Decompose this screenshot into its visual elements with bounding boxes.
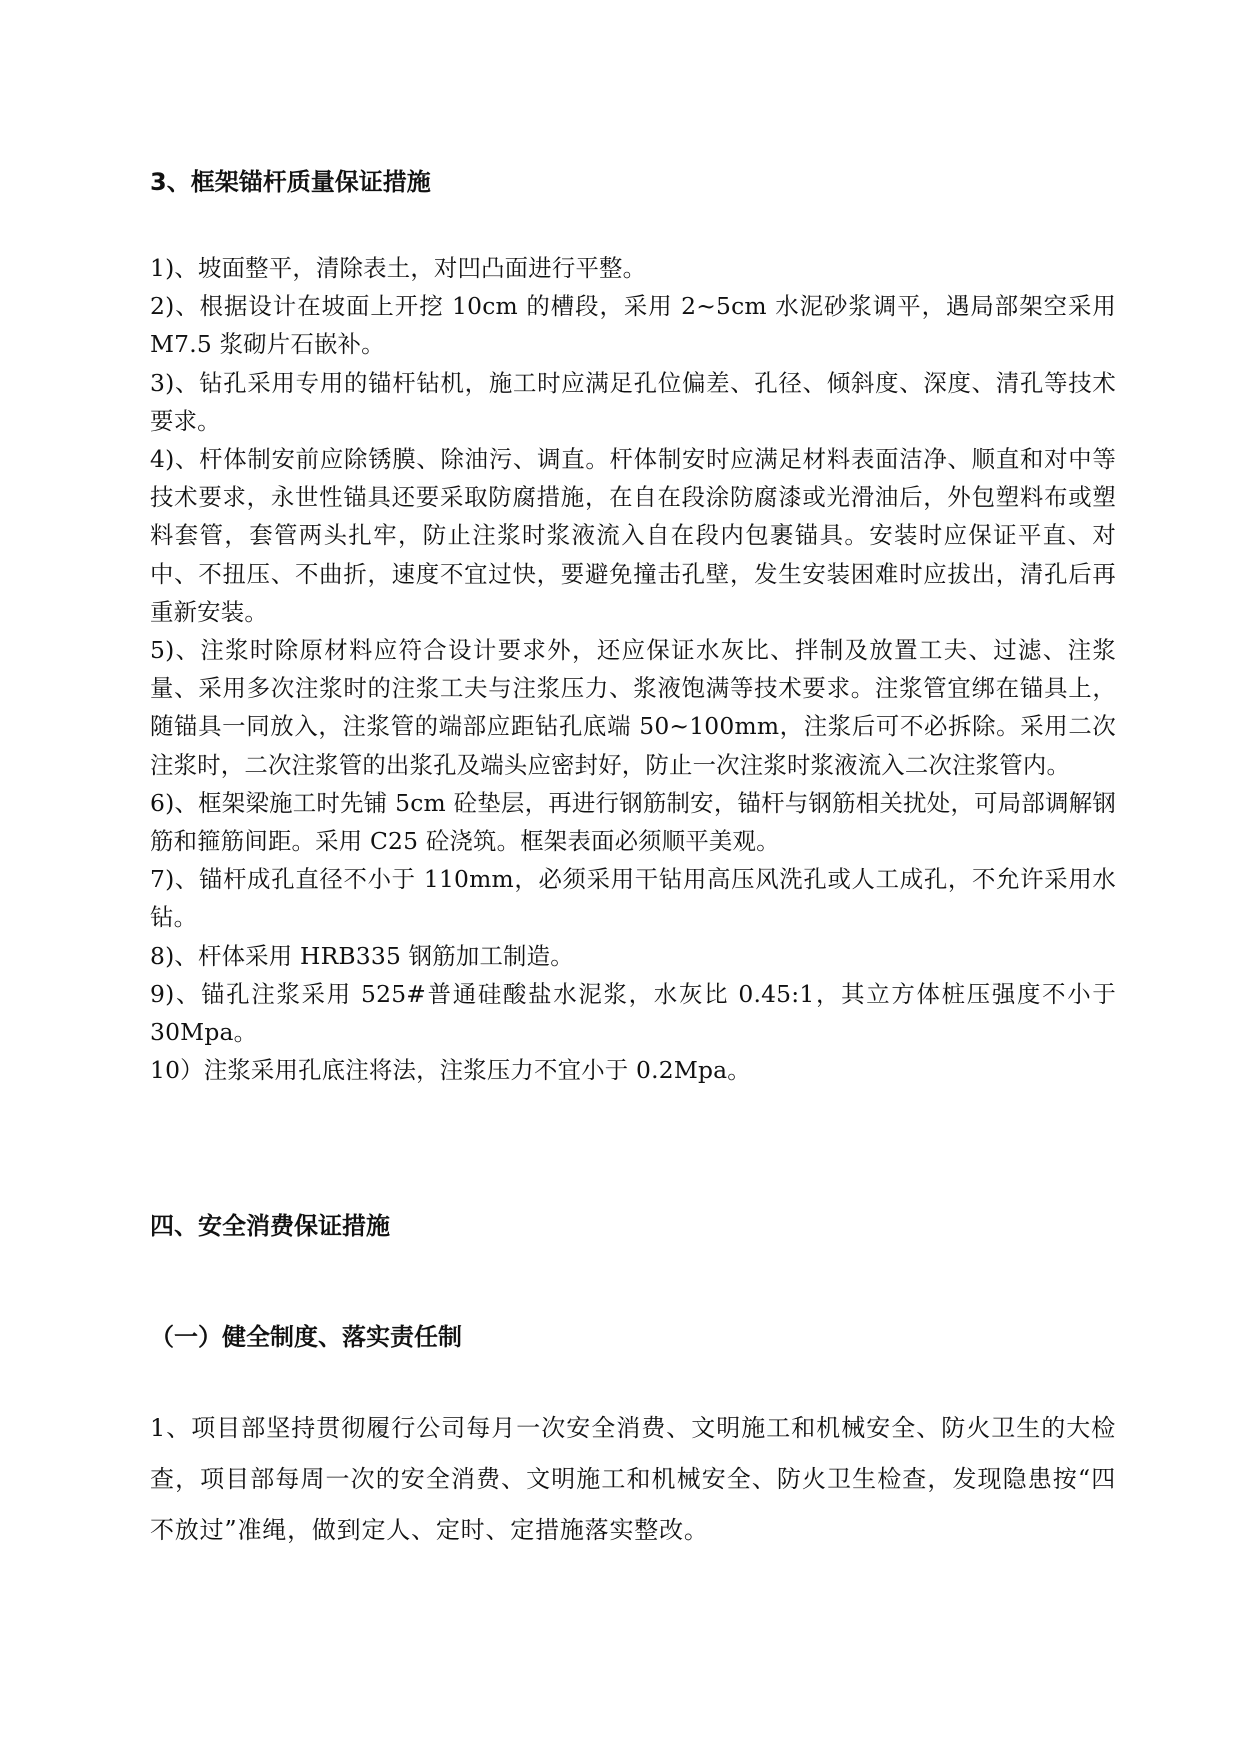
list-item: 9)、锚孔注浆采用 525#普通硅酸盐水泥浆，水灰比 0.45:1，其立方体桩压强度不小于 30Mpa。	[150, 979, 1116, 1047]
body-paragraph	[150, 1403, 1116, 1556]
list-item: 3)、钻孔采用专用的锚杆钻机，施工时应满足孔位偏差、孔径、倾斜度、深度、清孔等技术要求。	[150, 368, 1116, 435]
section-heading-safety: 四、安全消费保证措施	[150, 1212, 390, 1240]
measure-list	[150, 249, 1116, 1089]
list-item: 10）注浆采用孔底注将法，注浆压力不宜小于 0.2Mpa。	[150, 1056, 751, 1085]
list-item: 1)、坡面整平，清除表土，对凹凸面进行平整。	[150, 254, 647, 282]
list-item: 6)、框架梁施工时先铺 5cm 砼垫层，再进行钢筋制安，锚杆与钢筋相关扰处，可局部调解钢筋和箍筋间距。采用 C25 砼浇筑。框架表面必须顺平美观。	[150, 788, 1116, 856]
paragraph-text: 1、项目部坚持贯彻履行公司每月一次安全消费、文明施工和机械安全、防火卫生的大检查，项目部每周一次的安全消费、文明施工和机械安全、防火卫生检查，发现隐患按“四不放过”准绳，做到定人、定时、定措施落实整改。	[150, 1414, 1116, 1544]
list-item: 7)、锚杆成孔直径不小于 110mm，必须采用干钻用高压风洗孔或人工成孔，不允许采用水钻。	[150, 865, 1116, 932]
list-item: 8)、杆体采用 HRB335 钢筋加工制造。	[150, 941, 574, 970]
list-item: 5)、注浆时除原材料应符合设计要求外，还应保证水灰比、拌制及放置工夫、过滤、注浆量、采用多次注浆时的注浆工夫与注浆压力、浆液饱满等技术要求。注浆管宜绑在锚具上，随锚具一同放入，注浆管的端部应距钻孔底端 50~100mm，注浆后可不必拆除。采用二次注浆时，二次注浆管的出浆孔及端头应密封好，防止一次注浆时浆液流入二次注浆管内。	[150, 636, 1116, 779]
list-item: 4)、杆体制安前应除锈膜、除油污、调直。杆体制安时应满足材料表面洁净、顺直和对中等技术要求，永世性锚具还要采取防腐措施，在自在段涂防腐漆或光滑油后，外包塑料布或塑料套管，套管两头扎牢，防止注浆时浆液流入自在段内包裹锚具。安装时应保证平直、对中、不扭压、不曲折，速度不宜过快，要避免撞击孔壁，发生安装困难时应拔出，清孔后再重新安装。	[150, 445, 1116, 626]
section-heading-anchor-quality: 3、框架锚杆质量保证措施	[150, 168, 431, 196]
list-item: 2)、根据设计在坡面上开挖 10cm 的槽段，采用 2~5cm 水泥砂浆调平，遇局部架空采用 M7.5 浆砌片石嵌补。	[150, 292, 1116, 359]
subsection-heading-responsibility: （一）健全制度、落实责任制	[150, 1323, 462, 1351]
